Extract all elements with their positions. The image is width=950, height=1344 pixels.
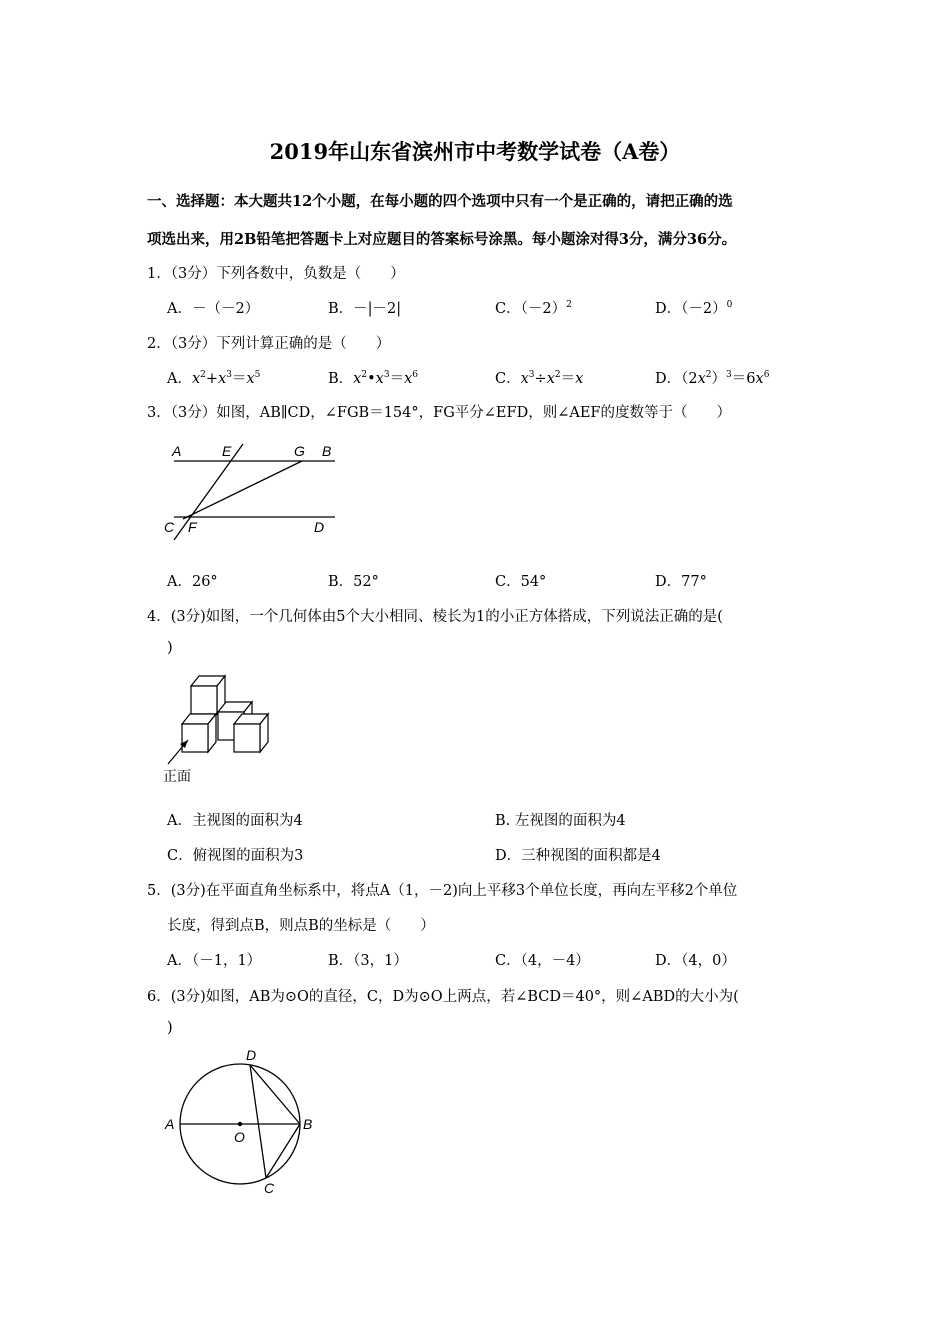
question-number: 1． (147, 266, 171, 282)
label-b: B (303, 1116, 313, 1132)
q1-option-d: D．$(-2)^0$ (655, 300, 733, 317)
q5-option-a: A．（－1，1） (167, 953, 262, 969)
q1-option-b: B．－|－2| (328, 301, 402, 317)
question-4-stem-cont: ) (167, 640, 173, 656)
question-stem: (3分)如图，一个几何体由5个大小相同、棱长为1的小正方体搭成，下列说法正确的是( (170, 609, 723, 625)
q4-option-c: C．俯视图的面积为3 (167, 848, 304, 864)
question-3: 3．（3分）如图，AB∥CD，∠FGB＝154°，FG平分∠EFD，则∠AEF的度数等于（ ） (147, 405, 731, 421)
q1-option-c: C．$(-2)^2$ (495, 300, 572, 317)
question-number: 2． (147, 336, 171, 352)
question-number: 6． (147, 989, 171, 1005)
q4-option-a: A．主视图的面积为4 (167, 813, 303, 829)
q2-option-c: C．$x^3\div x^2=x$ (495, 370, 584, 387)
label-a: A (172, 443, 182, 459)
q3-option-a: A．26° (167, 574, 218, 590)
question-stem: (3分)在平面直角坐标系中，将点A（1，－2)向上平移3个单位长度，再向左平移2个单位 (170, 883, 738, 899)
q3-option-d: D．77° (655, 574, 707, 590)
question-6 (147, 985, 739, 1006)
question-stem: （3分）下列计算正确的是（ ） (170, 336, 391, 352)
line-fg (183, 461, 302, 519)
q6-figure-circle (160, 1043, 330, 1203)
q2-option-a: A．$x^2+x^3=x^5$ (167, 370, 261, 387)
question-6-stem-cont: ) (167, 1020, 173, 1036)
q4-figure-cubes (160, 668, 280, 788)
section-instructions-line2: 项选出来，用2B铅笔把答题卡上对应题目的答案标号涂黑。每小题涂对得3分，满分36分。 (147, 231, 737, 248)
q5-option-b: B．（3，1） (328, 953, 408, 969)
q5-option-d: D．（4，0） (655, 953, 736, 969)
question-2 (147, 332, 390, 353)
center-point (238, 1122, 242, 1126)
question-stem: AB∥CD，∠FGB＝154°，FG平分∠EFD，则∠AEF的度数等于（ ） (259, 405, 731, 421)
q1-option-a: A．－（－2） (167, 301, 260, 317)
q3-option-b: B．52° (328, 574, 379, 590)
q5-option-c: C．（4，－4） (495, 953, 590, 969)
question-4 (147, 605, 723, 626)
label-f: F (188, 519, 197, 535)
question-5-stem-cont: 长度，得到点B，则点B的坐标是（ ） (167, 918, 435, 934)
question-number: 5． (147, 883, 171, 899)
chord-cb (266, 1124, 300, 1178)
section-instructions-line1: 一、选择题：本大题共12个小题，在每小题的四个选项中只有一个是正确的，请把正确的选 (147, 193, 733, 210)
q4-option-b: B. 左视图的面积为4 (495, 813, 626, 829)
question-stem: (3分)如图，AB为⊙O的直径，C，D为⊙O上两点，若∠BCD＝40°，则∠ABD的大小为( (170, 989, 739, 1005)
label-a: A (165, 1116, 175, 1132)
question-number: 4． (147, 609, 171, 625)
label-d: D (246, 1047, 257, 1063)
label-c: C (264, 1180, 275, 1196)
label-front: 正面 (163, 768, 191, 784)
label-b: B (322, 443, 332, 459)
question-stem: （3分）下列各数中，负数是（ ） (170, 266, 405, 282)
line-ef (174, 444, 243, 540)
q2-option-d: D．$(2x^2)^3=6x^6$ (655, 370, 770, 387)
label-d: D (314, 519, 325, 535)
q3-figure-parallel-lines (160, 440, 350, 550)
question-5 (147, 879, 737, 900)
label-o: O (234, 1129, 245, 1145)
label-e: E (222, 443, 232, 459)
q2-option-b: B．$x^2•x^3=x^6$ (328, 370, 418, 387)
label-c: C (164, 519, 175, 535)
q3-option-c: C．54° (495, 574, 547, 590)
q4-option-d: D．三种视图的面积都是4 (495, 848, 661, 864)
question-1 (147, 262, 405, 283)
label-g: G (294, 443, 305, 459)
page-title: 2019年山东省滨州市中考数学试卷（A卷） (269, 139, 681, 164)
question-number: 3． (147, 405, 171, 421)
